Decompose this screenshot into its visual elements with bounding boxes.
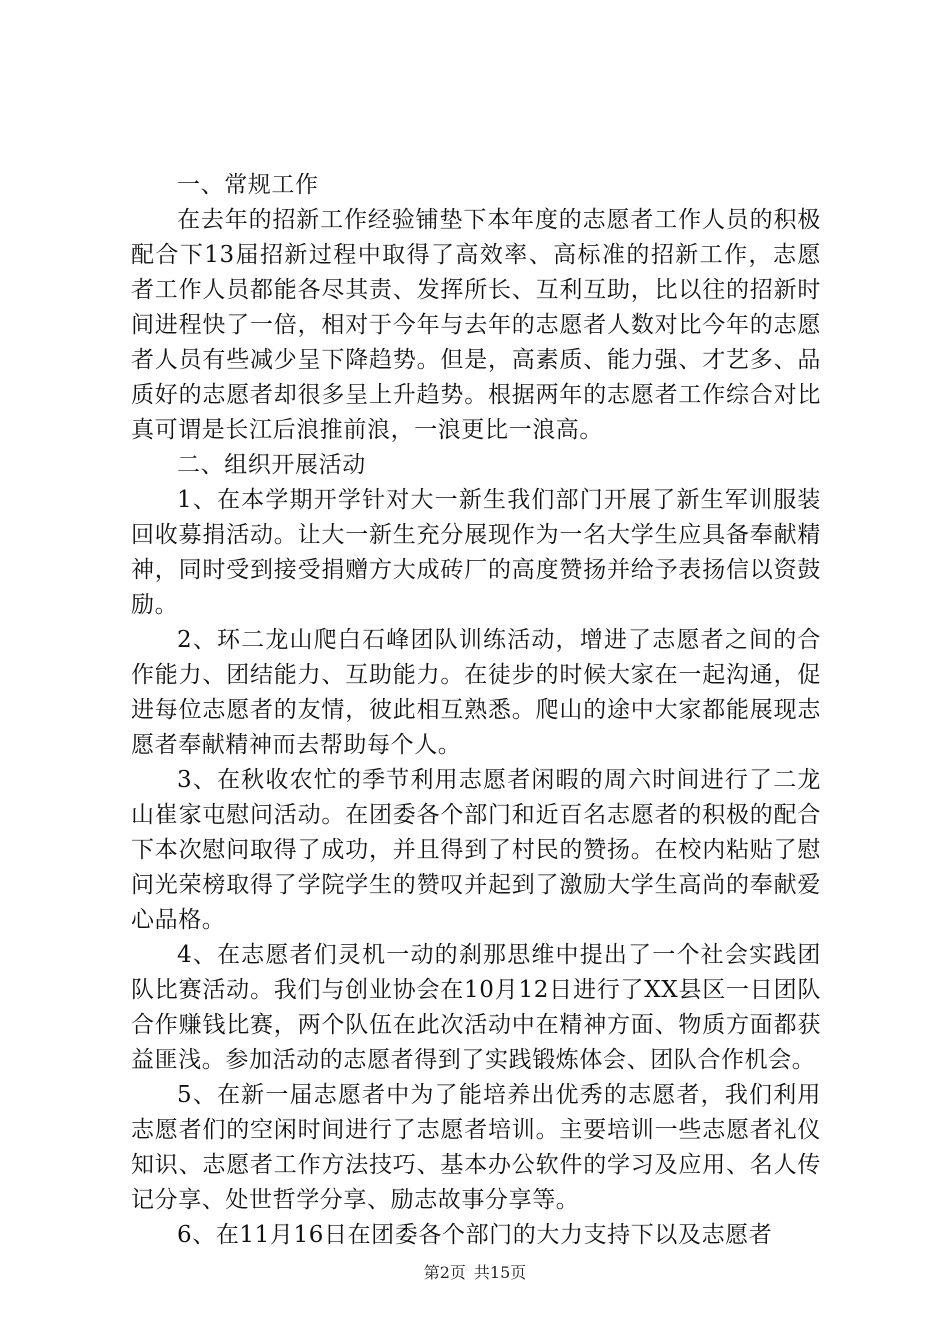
paragraph-activity-2: 2、环二龙山爬白石峰团队训练活动，增进了志愿者之间的合作能力、团结能力、互助能力。在徒步的时候大家在一起沟通，促进每位志愿者的友情，彼此相互熟悉。爬山的途中大家都能展现志愿者奉献精神而去帮助每个人。 [131,627,821,758]
page-total: 共15页 [473,1263,527,1282]
page-footer [0,1263,950,1283]
paragraph-activity-6: 6、在11月16日在团委各个部门的大力支持下以及志愿者 [177,1222,773,1248]
paragraph-activity-5: 5、在新一届志愿者中为了能培养出优秀的志愿者，我们利用志愿者们的空闲时间进行了志愿者培训。主要培训一些志愿者礼仪知识、志愿者工作方法技巧、基本办公软件的学习及应用、名人传记分享、处世哲学分享、励志故事分享等。 [131,1082,821,1213]
section-heading-routine-work: 一、常规工作 [177,172,319,198]
page-number: 第2页 [423,1263,466,1282]
document-body [131,168,821,1253]
section-heading-activities: 二、组织开展活动 [177,452,366,478]
paragraph-recruitment: 在去年的招新工作经验铺垫下本年度的志愿者工作人员的积极配合下13届招新过程中取得了高效率、高标准的招新工作，志愿者工作人员都能各尽其责、发挥所长、互利互助，比以往的招新时间进程快了一倍，相对于今年与去年的志愿者人数对比今年的志愿者人员有些减少呈下降趋势。但是，高素质、能力强、才艺多、品质好的志愿者却很多呈上升趋势。根据两年的志愿者工作综合对比真可谓是长江后浪推前浪，一浪更比一浪高。 [131,207,821,443]
paragraph-activity-3: 3、在秋收农忙的季节利用志愿者闲暇的周六时间进行了二龙山崔家屯慰问活动。在团委各个部门和近百名志愿者的积极的配合下本次慰问取得了成功，并且得到了村民的赞扬。在校内粘贴了慰问光荣榜取得了学院学生的赞叹并起到了激励大学生高尚的奉献爱心品格。 [131,767,821,933]
paragraph-activity-4: 4、在志愿者们灵机一动的刹那思维中提出了一个社会实践团队比赛活动。我们与创业协会在10月12日进行了XX县区一日团队合作赚钱比赛，两个队伍在此次活动中在精神方面、物质方面都获益匪浅。参加活动的志愿者得到了实践锻炼体会、团队合作机会。 [131,942,821,1073]
paragraph-activity-1: 1、在本学期开学针对大一新生我们部门开展了新生军训服装回收募捐活动。让大一新生充分展现作为一名大学生应具备奉献精神，同时受到接受捐赠方大成砖厂的高度赞扬并给予表扬信以资鼓励。 [131,487,821,618]
